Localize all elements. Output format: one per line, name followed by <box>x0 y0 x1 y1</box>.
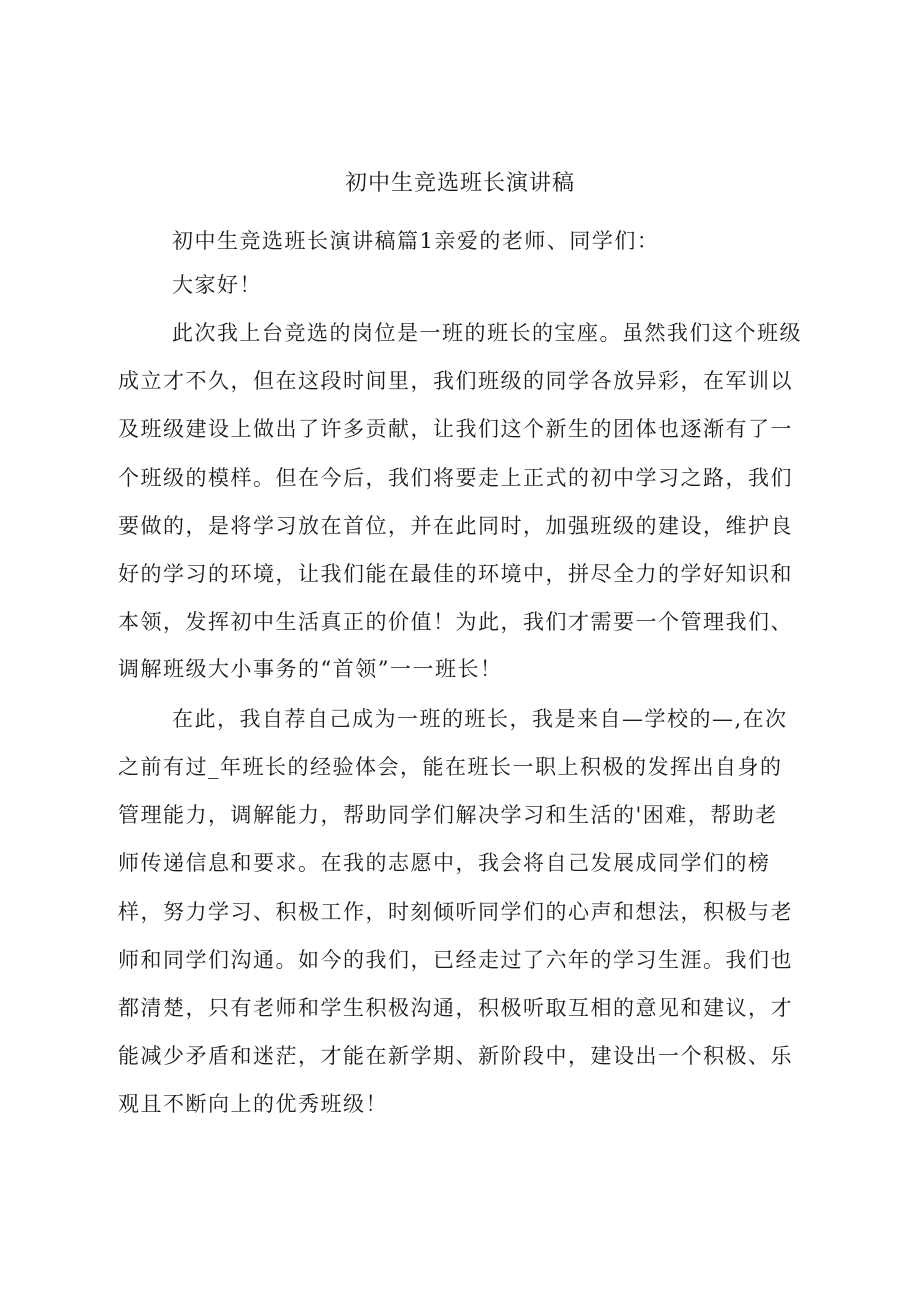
paragraph-line: 之前有过_年班长的经验体会，能在班长一职上积极的发挥出自身的 <box>118 755 783 779</box>
paragraph-line: 及班级建设上做出了许多贡献，让我们这个新生的团体也逐渐有了一 <box>118 417 793 441</box>
paragraph-line: 都清楚，只有老师和学生积极沟通，积极听取互相的意见和建议，才 <box>118 996 793 1020</box>
paragraph-line: 观且不断向上的优秀班级！ <box>118 1092 388 1116</box>
paragraph-line: 要做的，是将学习放在首位，并在此同时，加强班级的建设，维护良 <box>118 514 793 538</box>
paragraph-line: 初中生竞选班长演讲稿篇1亲爱的老师、同学们： <box>172 229 660 253</box>
paragraph-line: 在此，我自荐自己成为一班的班长，我是来自—学校的—,在次 <box>172 707 788 731</box>
paragraph-line: 师和同学们沟通。如今的我们，已经走过了六年的学习生涯。我们也 <box>118 948 793 972</box>
paragraph-line: 成立才不久，但在这段时间里，我们班级的同学各放异彩，在军训以 <box>118 369 793 393</box>
paragraph-line: 管理能力，调解能力，帮助同学们解决学习和生活的'困难，帮助老 <box>118 803 778 827</box>
paragraph-line: 此次我上台竞选的岗位是一班的班长的宝座。虽然我们这个班级 <box>172 321 802 345</box>
paragraph-line: 调解班级大小事务的“首领”一一班长！ <box>118 657 503 681</box>
paragraph-line: 好的学习的环境，让我们能在最佳的环境中，拼尽全力的学好知识和 <box>118 562 793 586</box>
paragraph-line: 本领，发挥初中生活真正的价值！为此，我们才需要一个管理我们、 <box>118 610 793 634</box>
paragraph-line: 师传递信息和要求。在我的志愿中，我会将自己发展成同学们的榜 <box>118 851 771 875</box>
document-title: 初中生竞选班长演讲稿 <box>344 171 575 196</box>
paragraph-line: 能减少矛盾和迷茫，才能在新学期、新阶段中，建设出一个积极、乐 <box>118 1044 793 1068</box>
paragraph-line: 个班级的模样。但在今后，我们将要走上正式的初中学习之路，我们 <box>118 466 793 490</box>
paragraph-line: 大家好！ <box>172 273 262 297</box>
paragraph-line: 样，努力学习、积极工作，时刻倾听同学们的心声和想法，积极与老 <box>118 900 793 924</box>
